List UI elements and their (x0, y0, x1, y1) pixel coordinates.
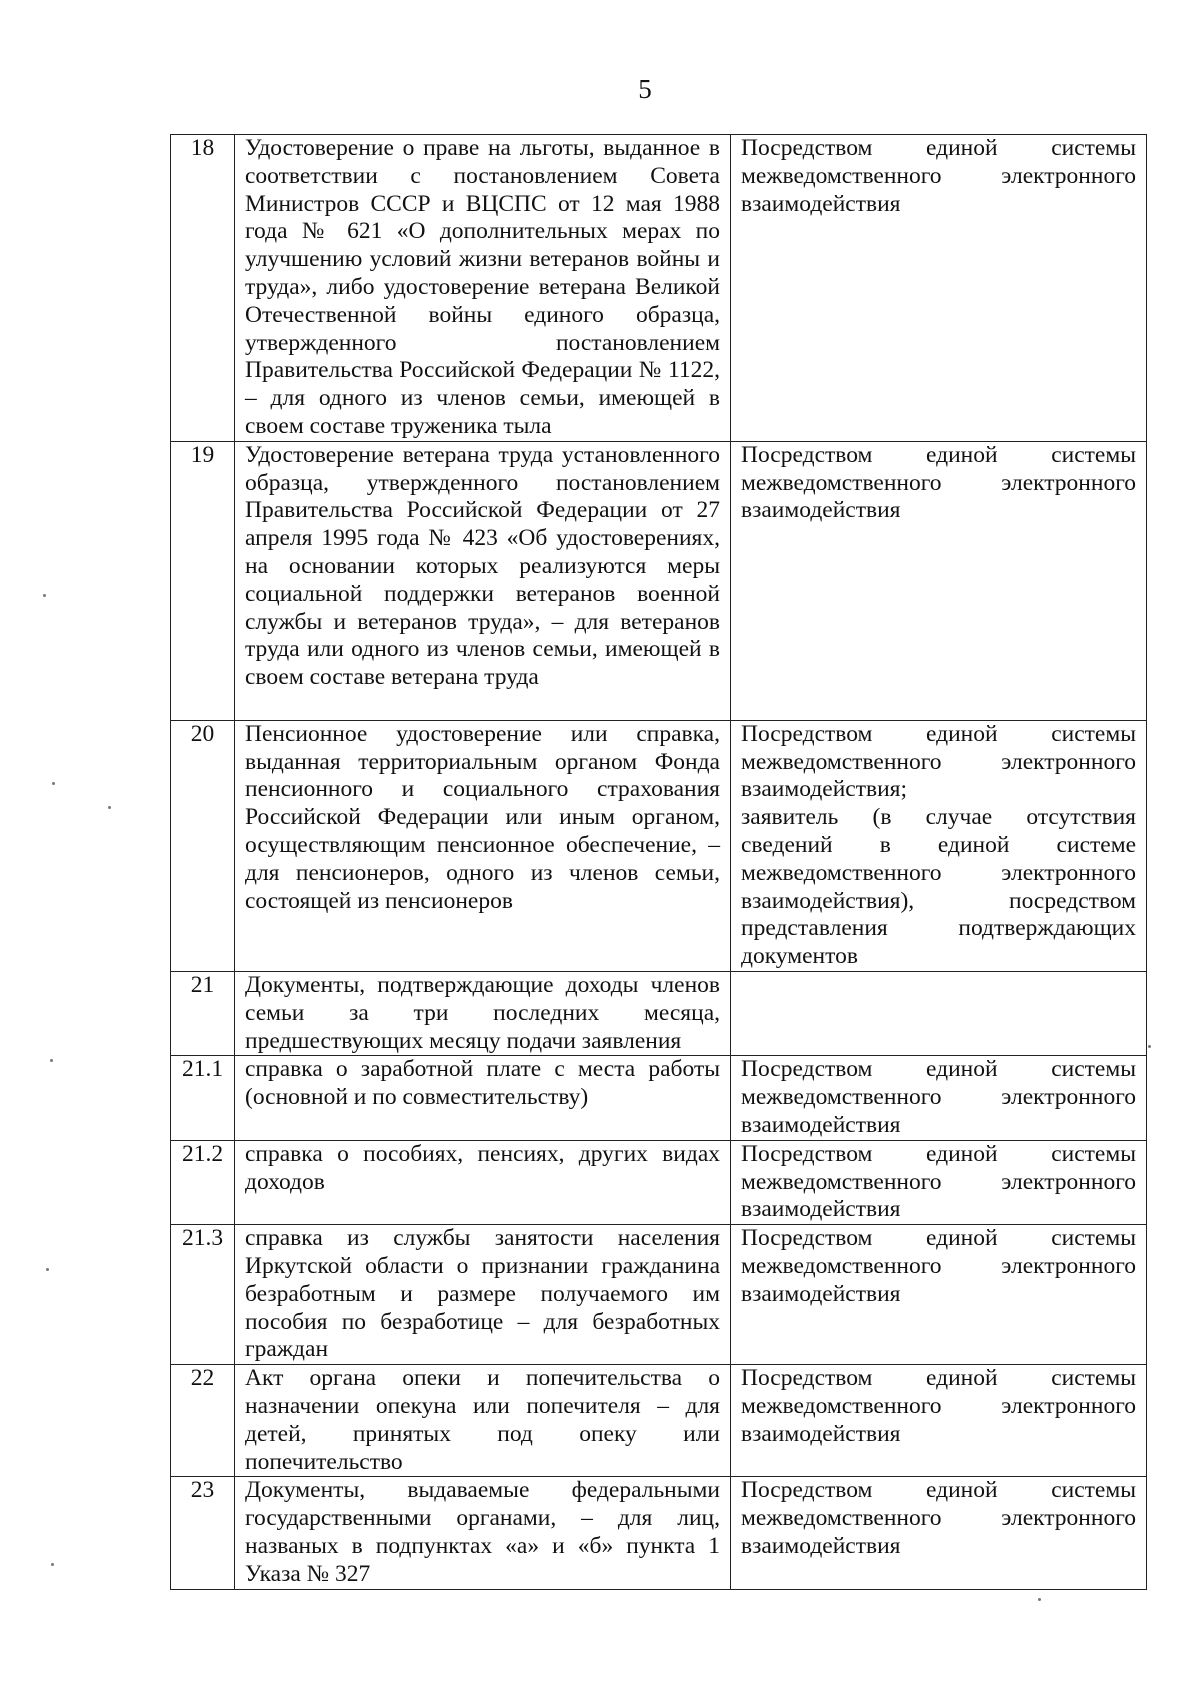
row-description: Документы, выдаваемые федеральными государственными органами, – для лиц, названых в подпунктах «а» и «б» пункта 1 Указа № 327 (235, 1477, 731, 1590)
method-line: Посредством единой системы (741, 1225, 1136, 1252)
table-row (171, 441, 1147, 720)
row-number: 21.3 (171, 1225, 235, 1365)
row-method (731, 1365, 1147, 1477)
scan-speck (46, 1268, 49, 1271)
method-line: межведомственного электронного (741, 1252, 1136, 1279)
row-method (731, 1477, 1147, 1590)
scan-speck (108, 806, 111, 809)
row-method (731, 1056, 1147, 1140)
method-line: межведомственного электронного (741, 1168, 1136, 1195)
row-description: Акт органа опеки и попечительства о назначении опекуна или попечителя – для детей, принятых под опеку или попечительство (235, 1365, 731, 1477)
method-line: межведомственного электронного (741, 859, 1136, 886)
table-row (171, 1365, 1147, 1477)
method-line: взаимодействия (741, 1532, 901, 1559)
method-line: взаимодействия (741, 497, 901, 524)
method-line: взаимодействия (741, 1111, 901, 1138)
row-method (731, 971, 1147, 1055)
method-line: заявитель (в случае отсутствия (741, 804, 1136, 831)
method-line: Посредством единой системы (741, 1056, 1136, 1083)
page-number: 5 (638, 74, 652, 104)
scan-speck (52, 782, 55, 785)
method-line: взаимодействия (741, 190, 901, 217)
table-row (171, 971, 1147, 1055)
method-line: межведомственного электронного (741, 162, 1136, 189)
method-line: Посредством единой системы (741, 720, 1136, 747)
method-line: Посредством единой системы (741, 441, 1136, 468)
row-number: 23 (171, 1477, 235, 1590)
method-line: сведений в единой системе (741, 831, 1136, 858)
method-line: Посредством единой системы (741, 135, 1136, 161)
row-number: 21.2 (171, 1140, 235, 1224)
method-line: межведомственного электронного (741, 1392, 1136, 1419)
method-line: взаимодействия (741, 1196, 901, 1223)
table-row (171, 1140, 1147, 1224)
method-line: взаимодействия; (741, 776, 908, 803)
row-number: 19 (171, 441, 235, 720)
table-row (171, 1225, 1147, 1365)
scan-speck (51, 1563, 54, 1566)
row-number: 20 (171, 720, 235, 971)
row-description: справка о заработной плате с места работы (основной и по совместительству) (235, 1056, 731, 1140)
method-line: представления подтверждающих (741, 915, 1136, 942)
scan-speck (1038, 1598, 1041, 1601)
method-line: Посредством единой системы (741, 1140, 1136, 1167)
method-line: межведомственного электронного (741, 1505, 1136, 1532)
row-number: 22 (171, 1365, 235, 1477)
row-method (731, 1225, 1147, 1365)
row-number: 21.1 (171, 1056, 235, 1140)
row-description: Удостоверение о праве на льготы, выданное в соответствии с постановлением Совета Министров СССР и ВЦСПС от 12 мая 1988 года № 621 «О дополнительных мерах по улучшению условий жизни ветеранов войны и труда», либо удостоверение ветерана Великой Отечественной войны единого образца, утвержденного постановлением Правительства Российской Федерации № 1122, – для одного из членов семьи, имеющей в своем составе труженика тыла (235, 135, 731, 442)
row-method (731, 441, 1147, 720)
row-description: справка из службы занятости населения Иркутской области о признании гражданина безработным и размере получаемого им пособия по безработице – для безработных граждан (235, 1225, 731, 1365)
method-line: взаимодействия (741, 1420, 901, 1447)
row-description: Пенсионное удостоверение или справка, выданная территориальным органом Фонда пенсионного и социального страхования Российской Федерации или иным органом, осуществляющим пенсионное обеспечение, – для пенсионеров, одного из членов семьи, состоящей из пенсионеров (235, 720, 731, 971)
row-method (731, 135, 1147, 442)
table-row (171, 1056, 1147, 1140)
documents-table (170, 134, 1147, 1590)
row-number: 21 (171, 971, 235, 1055)
method-line: межведомственного электронного (741, 1084, 1136, 1111)
method-line: Посредством единой системы (741, 1477, 1136, 1504)
method-line: Посредством единой системы (741, 1365, 1136, 1392)
method-line: взаимодействия (741, 1280, 901, 1307)
row-method (731, 1140, 1147, 1224)
method-line: взаимодействия), посредством (741, 887, 1136, 914)
row-description: Удостоверение ветерана труда установленного образца, утвержденного постановлением Правительства Российской Федерации от 27 апреля 1995 года № 423 «Об удостоверениях, на основании которых реализуются меры социальной поддержки ветеранов военной службы и ветеранов труда», – для ветеранов труда или одного из членов семьи, имеющей в своем составе ветерана труда (235, 441, 731, 720)
row-number: 18 (171, 135, 235, 442)
scan-speck (43, 594, 46, 597)
scan-speck (50, 1059, 53, 1062)
row-method (731, 720, 1147, 971)
table-row (171, 1477, 1147, 1590)
table-body (171, 135, 1147, 1590)
table-row (171, 720, 1147, 971)
scan-speck (1148, 1045, 1151, 1048)
row-description: Документы, подтверждающие доходы членов семьи за три последних месяца, предшествующих месяцу подачи заявления (235, 971, 731, 1055)
method-line: документов (741, 943, 858, 970)
row-description: справка о пособиях, пенсиях, других видах доходов (235, 1140, 731, 1224)
method-line: межведомственного электронного (741, 469, 1136, 496)
method-line: межведомственного электронного (741, 748, 1136, 775)
table-row (171, 135, 1147, 442)
